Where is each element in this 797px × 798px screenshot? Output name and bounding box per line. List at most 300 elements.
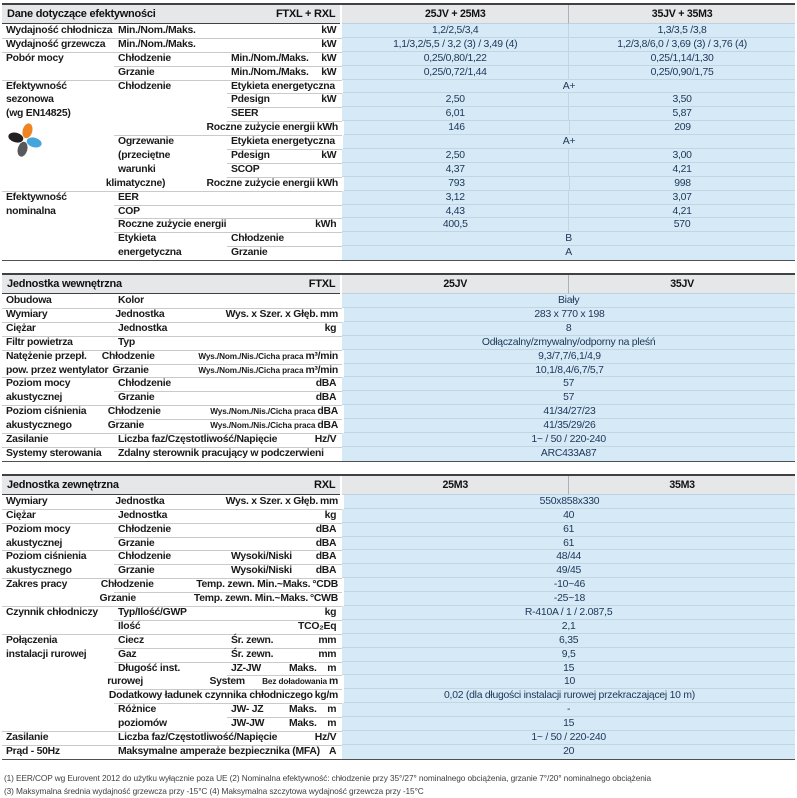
row-label: Poziom ciśnienia bbox=[6, 406, 87, 418]
row-label: Grzanie bbox=[112, 364, 149, 376]
row-labels bbox=[2, 80, 341, 94]
row-labels bbox=[2, 163, 340, 177]
row-label: Typ/Ilość/GWP bbox=[118, 606, 187, 618]
section-title: Jednostka zewnętrzna bbox=[7, 478, 119, 491]
spec-row bbox=[2, 447, 795, 461]
row-values bbox=[342, 149, 795, 163]
row-labels bbox=[2, 606, 340, 620]
spec-row bbox=[2, 634, 795, 648]
row-labels bbox=[2, 433, 340, 447]
row-labels bbox=[2, 509, 340, 523]
section-header bbox=[2, 275, 795, 294]
row-label: Ogrzewanie bbox=[118, 136, 174, 148]
spec-row bbox=[2, 662, 795, 676]
value-cell: 3,12 bbox=[342, 191, 569, 205]
row-label: Wys./Nom./Nis./Cicha praca bbox=[210, 421, 316, 431]
value-span-cell: 41/35/29/26 bbox=[344, 419, 795, 433]
row-label: Chłodzenie bbox=[118, 378, 171, 390]
row-label: klimatyczne) bbox=[105, 177, 166, 189]
row-labels bbox=[2, 121, 342, 135]
row-label: Roczne zużycie energii bbox=[118, 219, 227, 231]
row-label bbox=[2, 717, 114, 731]
value-cell: 0,25/0,72/1,44 bbox=[342, 66, 569, 80]
unit-label bbox=[334, 447, 340, 461]
row-label: Min./Nom./Maks. bbox=[118, 38, 196, 50]
row-labels bbox=[2, 205, 340, 219]
row-label: COP bbox=[118, 205, 140, 217]
row-values bbox=[342, 336, 795, 350]
row-labels bbox=[2, 93, 340, 107]
row-label bbox=[102, 121, 203, 135]
row-values bbox=[342, 731, 795, 745]
row-labels bbox=[2, 634, 340, 648]
row-label: sezonowa bbox=[6, 94, 54, 106]
row-values bbox=[342, 232, 795, 246]
row-label: Prąd - 50Hz bbox=[6, 745, 60, 757]
unit-label: kg bbox=[324, 509, 337, 521]
row-labels bbox=[2, 689, 342, 703]
spec-row bbox=[2, 592, 795, 606]
row-values bbox=[344, 350, 795, 364]
row-label: Poziom ciśnienia bbox=[6, 551, 87, 563]
spec-row bbox=[2, 364, 795, 378]
spec-table bbox=[2, 3, 795, 760]
row-label bbox=[2, 592, 96, 606]
row-labels bbox=[2, 550, 340, 564]
row-label: Maksymalne amperaże bezpiecznika (MFA) bbox=[118, 745, 320, 757]
row-label: energetyczna bbox=[118, 247, 182, 259]
column-header: 35JV + 35M3 bbox=[568, 5, 795, 24]
unit-label bbox=[335, 80, 341, 94]
row-label: Grzanie bbox=[118, 537, 155, 549]
row-label: JZ-JW bbox=[231, 662, 261, 674]
row-label: Min./Nom./Maks. bbox=[231, 52, 309, 64]
row-values bbox=[344, 578, 795, 592]
row-values bbox=[342, 191, 795, 205]
row-label: Filtr powietrza bbox=[6, 336, 73, 348]
row-labels bbox=[2, 717, 340, 731]
column-headers bbox=[342, 476, 795, 495]
row-labels bbox=[2, 745, 340, 759]
value-cell: 146 bbox=[344, 121, 570, 135]
row-values bbox=[342, 218, 795, 232]
unit-label: kWh bbox=[316, 122, 338, 134]
row-label: Wysoki/Niski bbox=[231, 551, 292, 563]
row-values bbox=[342, 717, 795, 731]
row-labels bbox=[2, 232, 340, 246]
row-values bbox=[342, 606, 795, 620]
unit-label: °CWB bbox=[310, 593, 338, 605]
row-labels bbox=[2, 364, 342, 378]
unit-label: kW bbox=[321, 66, 337, 78]
row-label: instalacji rurowej bbox=[6, 648, 87, 660]
row-label: Etykieta energetyczna bbox=[231, 80, 335, 92]
unit-label bbox=[334, 163, 340, 177]
value-cell: 570 bbox=[569, 218, 795, 232]
row-labels bbox=[2, 308, 342, 322]
value-span-cell: 6,35 bbox=[342, 634, 795, 648]
unit-label: Hz/V bbox=[314, 434, 337, 446]
row-label: Efektywność bbox=[6, 191, 67, 203]
row-label: Śr. zewn. bbox=[231, 634, 274, 646]
row-label: nominalna bbox=[6, 205, 56, 217]
unit-label: kW bbox=[321, 150, 337, 162]
row-labels bbox=[2, 246, 340, 260]
row-values bbox=[344, 177, 795, 191]
row-values bbox=[342, 38, 795, 52]
section-header bbox=[2, 476, 795, 495]
row-label: Natężenie przepł. bbox=[6, 350, 87, 362]
spec-row bbox=[2, 163, 795, 177]
unit-label: dBA bbox=[315, 523, 337, 535]
unit-label: A bbox=[329, 745, 337, 757]
row-label bbox=[114, 107, 227, 121]
row-label: Chłodzenie bbox=[101, 350, 155, 362]
row-label: warunki bbox=[118, 163, 156, 175]
row-label: Wys./Nom./Nis./Cicha praca bbox=[210, 407, 316, 417]
row-label: Poziom mocy bbox=[6, 523, 71, 535]
unit-label: mm bbox=[318, 648, 337, 660]
row-label: Wydajność grzewcza bbox=[6, 38, 106, 50]
spec-row bbox=[2, 564, 795, 578]
spec-row bbox=[2, 648, 795, 662]
value-cell: 998 bbox=[570, 177, 795, 191]
row-values bbox=[343, 80, 795, 94]
unit-label: m³/min bbox=[305, 364, 338, 376]
spec-row bbox=[2, 620, 795, 634]
row-label: Wys. x Szer. x Głęb. bbox=[225, 309, 319, 321]
spec-row bbox=[2, 135, 795, 149]
section-header bbox=[2, 5, 795, 24]
unit-label: dBA bbox=[315, 537, 337, 549]
row-labels bbox=[2, 675, 342, 689]
row-label bbox=[2, 675, 103, 689]
row-values bbox=[342, 205, 795, 219]
row-label: Wymiary bbox=[6, 309, 48, 321]
row-label: (przeciętne bbox=[118, 150, 171, 162]
spec-row bbox=[2, 66, 795, 80]
row-labels bbox=[2, 322, 340, 336]
row-values bbox=[342, 550, 795, 564]
row-values bbox=[344, 308, 795, 322]
row-values bbox=[342, 377, 795, 391]
unit-label: Hz/V bbox=[314, 731, 337, 743]
row-label: Etykieta bbox=[118, 233, 156, 245]
seasonal-efficiency-icon bbox=[7, 121, 43, 159]
row-label: Chłodzenie bbox=[107, 406, 161, 418]
spec-row bbox=[2, 38, 795, 52]
unit-label bbox=[334, 246, 340, 260]
column-header: 25JV + 25M3 bbox=[342, 5, 568, 24]
value-span-cell: 20 bbox=[342, 745, 795, 759]
column-headers bbox=[342, 5, 795, 24]
spec-row bbox=[2, 80, 795, 94]
spec-row bbox=[2, 578, 795, 592]
row-label: Ilość bbox=[118, 620, 141, 632]
row-label: Grzanie bbox=[99, 593, 136, 605]
row-label: Wys./Nom./Nis./Cicha praca bbox=[198, 351, 304, 361]
row-values bbox=[342, 24, 795, 38]
row-labels bbox=[2, 66, 340, 80]
model-code: RXL bbox=[314, 478, 336, 491]
unit-label: dBA bbox=[315, 565, 337, 577]
row-labels bbox=[2, 564, 340, 578]
value-cell: 0,25/0,90/1,75 bbox=[569, 66, 795, 80]
column-header: 25M3 bbox=[342, 476, 568, 495]
row-label: Ciężar bbox=[6, 322, 36, 334]
row-values bbox=[342, 433, 795, 447]
row-label: rurowej bbox=[107, 676, 144, 688]
row-label: Grzanie bbox=[107, 420, 145, 432]
row-labels bbox=[2, 495, 342, 509]
row-label: Grzanie bbox=[231, 247, 268, 259]
spec-row bbox=[2, 52, 795, 66]
row-label bbox=[114, 93, 227, 107]
row-labels bbox=[2, 537, 340, 551]
row-label: EER bbox=[118, 191, 139, 203]
row-labels bbox=[2, 294, 340, 308]
footnote-line-2: (3) Maksymalna średnia wydajność grzewcza przy -15°C (4) Maksymalna szczytowa wydajność grzewcza przy -15°C bbox=[4, 785, 424, 796]
section-title: Jednostka wewnętrzna bbox=[7, 278, 122, 291]
spec-row bbox=[2, 177, 795, 191]
row-label: Chłodzenie bbox=[118, 523, 171, 535]
value-span-cell: 9,3/7,7/6,1/4,9 bbox=[344, 350, 795, 364]
unit-label: kWh bbox=[316, 177, 338, 189]
spec-row bbox=[2, 717, 795, 731]
spec-row bbox=[2, 218, 795, 232]
row-label: Systemy sterowania bbox=[6, 447, 102, 459]
row-label: Grzanie bbox=[118, 66, 155, 78]
unit-label: m bbox=[327, 718, 337, 730]
unit-label: kg/m bbox=[314, 690, 338, 702]
model-code: FTXL bbox=[308, 278, 336, 291]
value-span-cell: -25~18 bbox=[344, 592, 795, 606]
row-label: pow. przez wentylator bbox=[6, 364, 109, 376]
row-labels bbox=[2, 447, 340, 461]
row-label bbox=[2, 177, 102, 191]
spec-row bbox=[2, 205, 795, 219]
row-label: Długość inst. bbox=[118, 662, 180, 674]
value-cell: 4,21 bbox=[569, 163, 795, 177]
row-label: Pobór mocy bbox=[6, 52, 64, 64]
unit-label: kW bbox=[321, 94, 337, 106]
value-cell: 793 bbox=[344, 177, 570, 191]
row-label: Chłodzenie bbox=[231, 233, 284, 245]
row-label: SEER bbox=[231, 108, 259, 120]
row-values bbox=[344, 675, 795, 689]
value-cell: 0,25/0,80/1,22 bbox=[342, 52, 569, 66]
unit-label: °CDB bbox=[312, 579, 338, 591]
row-label: Efektywność bbox=[6, 80, 67, 92]
unit-label: m bbox=[327, 704, 337, 716]
value-span-cell: 0,02 (dla długości instalacji rurowej przekraczającej 10 m) bbox=[344, 689, 795, 703]
value-span-cell: A bbox=[342, 246, 795, 260]
row-label: Wys. x Szer. x Głęb. bbox=[225, 495, 319, 507]
row-labels bbox=[2, 703, 340, 717]
unit-label: kg bbox=[324, 322, 337, 334]
value-cell: 6,01 bbox=[342, 107, 569, 121]
row-label: Maks. bbox=[289, 704, 317, 716]
row-label: Gaz bbox=[118, 648, 137, 660]
row-values bbox=[344, 364, 795, 378]
spec-row bbox=[2, 107, 795, 121]
spec-section bbox=[2, 273, 795, 462]
spec-row bbox=[2, 495, 795, 509]
spec-row bbox=[2, 93, 795, 107]
value-span-cell: -10~46 bbox=[344, 578, 795, 592]
value-cell: 3,00 bbox=[569, 149, 795, 163]
unit-label bbox=[334, 107, 340, 121]
unit-label: dBA bbox=[315, 378, 337, 390]
unit-label: mm bbox=[320, 309, 338, 321]
value-cell: 2,50 bbox=[342, 149, 569, 163]
unit-label: kW bbox=[321, 52, 337, 64]
row-values bbox=[342, 447, 795, 461]
row-label: Jednostka bbox=[115, 495, 165, 507]
row-label: Bez doładowania bbox=[262, 677, 327, 687]
spec-row bbox=[2, 336, 795, 350]
row-label: Poziom mocy bbox=[6, 378, 71, 390]
row-label: Kolor bbox=[118, 295, 144, 307]
value-cell: 400,5 bbox=[342, 218, 569, 232]
spec-row bbox=[2, 675, 795, 689]
value-cell: 4,37 bbox=[342, 163, 569, 177]
row-label: Maks. bbox=[289, 662, 317, 674]
unit-label: m bbox=[329, 676, 338, 688]
value-span-cell: Biały bbox=[342, 294, 795, 308]
row-labels bbox=[2, 38, 340, 52]
row-values bbox=[342, 391, 795, 405]
row-label: akustycznego bbox=[6, 565, 72, 577]
value-cell: 5,87 bbox=[569, 107, 795, 121]
value-cell: 1,2/2,5/3,4 bbox=[342, 24, 569, 38]
column-headers bbox=[342, 275, 795, 294]
model-code: FTXL + RXL bbox=[275, 8, 336, 20]
row-values bbox=[342, 322, 795, 336]
unit-label bbox=[334, 191, 340, 205]
value-cell: 0,25/1,14/1,30 bbox=[569, 52, 795, 66]
row-label: Typ bbox=[118, 336, 135, 348]
value-span-cell: 61 bbox=[342, 537, 795, 551]
row-label bbox=[2, 689, 105, 703]
row-labels bbox=[2, 419, 342, 433]
row-values bbox=[342, 246, 795, 260]
value-span-cell: 550x858x330 bbox=[344, 495, 795, 509]
row-values bbox=[342, 93, 795, 107]
row-label: Obudowa bbox=[6, 295, 52, 307]
spec-section bbox=[2, 3, 795, 261]
row-label: Pdesign bbox=[231, 150, 270, 162]
row-values bbox=[343, 135, 795, 149]
column-header: 35JV bbox=[568, 275, 795, 294]
row-label: Dodatkowy ładunek czynnika chłodniczego bbox=[108, 690, 313, 702]
value-span-cell: 40 bbox=[342, 509, 795, 523]
spec-row bbox=[2, 509, 795, 523]
value-span-cell: 10,1/8,4/6,7/5,7 bbox=[344, 364, 795, 378]
row-values bbox=[344, 419, 795, 433]
row-label: Zdalny sterownik pracujący w podczerwieni bbox=[118, 447, 324, 459]
row-labels bbox=[2, 405, 342, 419]
row-label: akustycznego bbox=[6, 420, 72, 432]
value-span-cell: 61 bbox=[342, 523, 795, 537]
row-label: Ciecz bbox=[118, 634, 144, 646]
row-label: Zasilanie bbox=[6, 731, 49, 743]
row-label: Grzanie bbox=[118, 392, 155, 404]
row-values bbox=[342, 648, 795, 662]
spec-row bbox=[2, 405, 795, 419]
unit-label: TCO₂Eq bbox=[297, 620, 337, 632]
unit-label: kg bbox=[324, 606, 337, 618]
row-label: Pdesign bbox=[231, 94, 270, 106]
row-labels bbox=[2, 578, 342, 592]
unit-label: kW bbox=[321, 38, 337, 50]
spec-row bbox=[2, 433, 795, 447]
row-labels bbox=[2, 662, 340, 676]
row-values bbox=[344, 592, 795, 606]
row-values bbox=[342, 52, 795, 66]
unit-label: m³/min bbox=[305, 350, 338, 362]
spec-row bbox=[2, 745, 795, 759]
spec-row bbox=[2, 550, 795, 564]
row-label: Jednostka bbox=[115, 309, 165, 321]
spec-row bbox=[2, 191, 795, 205]
row-label: Min./Nom./Maks. bbox=[231, 66, 309, 78]
row-labels bbox=[2, 52, 340, 66]
spec-row bbox=[2, 419, 795, 433]
value-cell: 2,50 bbox=[342, 93, 569, 107]
row-label bbox=[2, 620, 114, 634]
row-label: akustycznej bbox=[6, 537, 63, 549]
section-header-left bbox=[2, 275, 340, 294]
spec-row bbox=[2, 308, 795, 322]
value-span-cell: 48/44 bbox=[342, 550, 795, 564]
spec-row bbox=[2, 232, 795, 246]
row-labels bbox=[2, 24, 340, 38]
unit-label: kWh bbox=[315, 219, 337, 231]
row-label: (wg EN14825) bbox=[6, 108, 71, 120]
unit-label: m bbox=[327, 662, 337, 674]
row-label: JW-JW bbox=[231, 718, 265, 730]
spec-row bbox=[2, 121, 795, 135]
row-label: Ciężar bbox=[6, 509, 36, 521]
spec-row bbox=[2, 24, 795, 38]
row-values bbox=[342, 537, 795, 551]
row-values bbox=[342, 703, 795, 717]
value-span-cell: 57 bbox=[342, 391, 795, 405]
row-labels bbox=[2, 620, 340, 634]
value-span-cell: Odłączalny/zmywalny/odporny na pleśń bbox=[342, 336, 795, 350]
value-cell: 1,1/3,2/5,5 / 3,2 (3) / 3,49 (4) bbox=[342, 38, 569, 52]
row-label: Temp. zewn. Min.~Maks. bbox=[196, 579, 311, 591]
section-header-left bbox=[2, 5, 340, 24]
row-label bbox=[2, 662, 114, 676]
value-span-cell: A+ bbox=[343, 80, 795, 94]
spec-row bbox=[2, 350, 795, 364]
row-values bbox=[342, 107, 795, 121]
value-span-cell: 15 bbox=[342, 717, 795, 731]
row-label bbox=[2, 163, 114, 177]
row-labels bbox=[2, 191, 340, 205]
row-label: JW- JZ bbox=[231, 704, 264, 716]
row-label: Liczba faz/Częstotliwość/Napięcie bbox=[118, 434, 278, 446]
unit-label: dBA bbox=[315, 392, 337, 404]
unit-label: mm bbox=[318, 634, 337, 646]
row-label: Roczne zużycie energii bbox=[206, 177, 315, 189]
row-labels bbox=[2, 731, 340, 745]
value-span-cell: 283 x 770 x 198 bbox=[344, 308, 795, 322]
value-span-cell: 49/45 bbox=[342, 564, 795, 578]
row-labels bbox=[2, 391, 340, 405]
